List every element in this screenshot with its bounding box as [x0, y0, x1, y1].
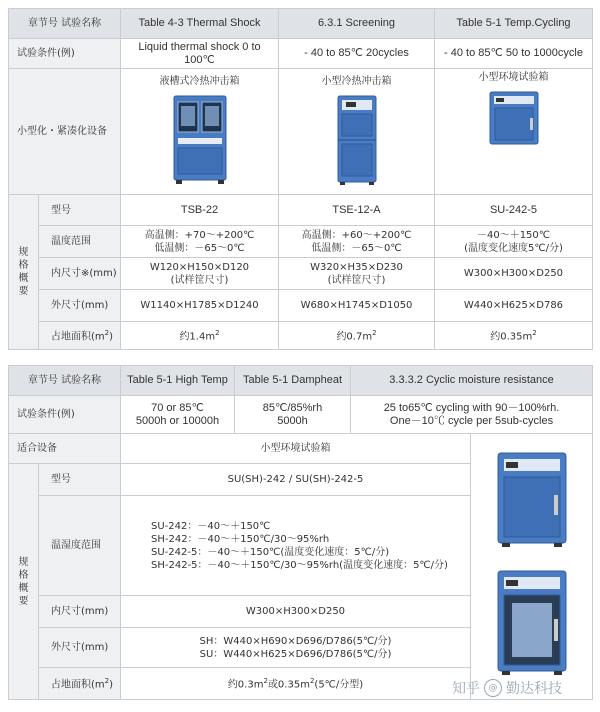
t2-header-col1: Table 5-1 High Temp: [121, 366, 235, 396]
spec-table-2: [8, 365, 593, 700]
t1-inner-col2-line2: (试样筐尺寸): [327, 274, 386, 286]
t2-th-line3: SU-242-5：－40～＋150℃(温度变化速度：5℃/分): [151, 546, 390, 558]
t1-equipment-col2: [279, 69, 435, 195]
t2-temp-humidity-label: 温湿度范围: [39, 496, 121, 596]
t2-th-line4: SH-242-5：－40～＋150℃/30～95%rh(温度变化速度：5℃/分): [151, 559, 448, 571]
t1-temp-col1: [121, 226, 279, 258]
dual-chamber-cabinet-icon: [170, 94, 230, 186]
t2-temp-humidity-value: [121, 496, 471, 596]
zhihu-watermark: [452, 678, 562, 698]
t2-outer-line1: SH：W440×H690×D696/D786(5℃/分): [199, 635, 392, 647]
t1-inner-col1: [121, 258, 279, 290]
t2-th-line2: SH-242：－40～＋150℃/30～95%rh: [151, 533, 330, 545]
t1-temp-col3-line2: (温度变化速度5℃/分): [464, 242, 563, 254]
t2-header-section: 章节号 试验名称: [9, 366, 121, 396]
t1-area-col1: 约$1.4m^2$: [121, 322, 279, 350]
t2-equipment-value: 小型环境试验箱: [121, 434, 471, 464]
t1-temp-label: 温度范围: [39, 226, 121, 258]
t1-temp-col3-line1: －40～＋150℃: [476, 229, 551, 241]
t2-outer-label: 外尺寸(mm): [39, 628, 121, 668]
t1-model-col2: TSE-12-A: [279, 195, 435, 226]
t2-model-value: SU(SH)-242 / SU(SH)-242-5: [121, 464, 471, 496]
t2-area-label: 占地面积$(m^2)$: [39, 668, 121, 700]
t2-cond-col3-line1: 25 to65℃ cycling with 90－100%rh.: [383, 401, 560, 414]
spec-table-1: [8, 8, 593, 350]
t1-temp-col3: [435, 226, 593, 258]
t1-area-col2: 约$0.7m^2$: [279, 322, 435, 350]
t1-conditions-col3: - 40 to 85℃ 50 to 1000cycle: [435, 39, 593, 69]
t1-temp-col1-line2: 低温侧：－65～0℃: [154, 242, 245, 254]
t2-cond-col1-line2: 5000h or 10000h: [135, 414, 220, 427]
t1-equipment-name-3: 小型环境试验箱: [478, 72, 549, 83]
t1-model-col3: SU-242-5: [435, 195, 593, 226]
t2-conditions-col1: [121, 396, 235, 434]
t1-area-label: 占地面积$(m^2)$: [39, 322, 121, 350]
watermark-author: 勤达科技: [506, 681, 562, 697]
t1-inner-col3: W300×H300×D250: [435, 258, 593, 290]
t1-inner-col1-line2: (试样筐尺寸): [170, 274, 229, 286]
t1-model-label: 型号: [39, 195, 121, 226]
t2-spec-side-label: 规格概要: [9, 464, 39, 700]
benchtop-chamber-icon: [492, 449, 572, 553]
t2-conditions-col2: [235, 396, 351, 434]
t1-area-col3: 约$0.35m^2$: [435, 322, 593, 350]
t2-equipment-label: 适合设备: [9, 434, 121, 464]
t1-outer-col3: W440×H625×D786: [435, 290, 593, 322]
t1-equipment-name-1: 液槽式冷热冲击箱: [159, 76, 240, 87]
t1-conditions-label: 试验条件(例): [9, 39, 121, 69]
t1-conditions-col1: Liquid thermal shock 0 to 100℃: [121, 39, 279, 69]
t1-inner-label: 内尺寸※(mm): [39, 258, 121, 290]
t2-cond-col2-line2: 5000h: [277, 414, 308, 427]
t1-temp-col2: [279, 226, 435, 258]
t1-header-col2: 6.3.1 Screening: [279, 9, 435, 39]
t1-header-section: 章节号 试验名称: [9, 9, 121, 39]
t2-outer-line2: SU：W440×H625×D696/D786(5℃/分): [199, 648, 392, 660]
t2-model-label: 型号: [39, 464, 121, 496]
t1-model-col1: TSB-22: [121, 195, 279, 226]
t2-equipment-images: [471, 434, 593, 700]
t1-temp-col1-line1: 高温侧：+70～+200℃: [144, 229, 255, 241]
t2-inner-value: W300×H300×D250: [121, 596, 471, 628]
t1-equipment-col1: [121, 69, 279, 195]
at-icon: @: [484, 679, 502, 697]
t1-inner-col2: [279, 258, 435, 290]
t1-outer-col1: W1140×H1785×D1240: [121, 290, 279, 322]
t1-outer-label: 外尺寸(mm): [39, 290, 121, 322]
t1-equipment-name-2: 小型冷热冲击箱: [321, 76, 392, 87]
t1-equipment-label: 小型化・紧凑化设备: [9, 69, 121, 195]
t1-temp-col2-line1: 高温侧：+60～+200℃: [301, 229, 412, 241]
t1-header-col3: Table 5-1 Temp.Cycling: [435, 9, 593, 39]
t1-conditions-col2: - 40 to 85℃ 20cycles: [279, 39, 435, 69]
t2-cond-col1-line1: 70 or 85℃: [151, 401, 204, 414]
t1-inner-col1-line1: W120×H150×D120: [149, 261, 250, 273]
t2-outer-value: [121, 628, 471, 668]
window-chamber-icon: [492, 567, 572, 681]
t1-inner-col2-line1: W320×H35×D230: [310, 261, 403, 273]
t2-conditions-col3: [351, 396, 593, 434]
t2-inner-label: 内尺寸(mm): [39, 596, 121, 628]
t2-header-col2: Table 5-1 Dampheat: [235, 366, 351, 396]
t1-outer-col2: W680×H1745×D1050: [279, 290, 435, 322]
t2-cond-col2-line1: 85℃/85%rh: [262, 401, 323, 414]
watermark-brand: 知乎: [452, 681, 480, 697]
t1-header-col1: Table 4-3 Thermal Shock: [121, 9, 279, 39]
t1-temp-col2-line2: 低温侧：－65～0℃: [311, 242, 402, 254]
t2-area-value: 约$0.3m^2$或$0.35m^2(5℃/$分型): [121, 668, 471, 700]
t2-th-line1: SU-242：－40～＋150℃: [151, 520, 271, 532]
benchtop-chamber-icon: [486, 90, 542, 148]
t1-equipment-col3: [435, 69, 593, 195]
t2-cond-col3-line2: One－10℃ cycle per 5sub-cycles: [389, 414, 554, 427]
tall-cabinet-icon: [332, 94, 382, 186]
t2-conditions-label: 试验条件(例): [9, 396, 121, 434]
t1-spec-side-label: 规格概要: [9, 195, 39, 350]
t2-header-col3: 3.3.3.2 Cyclic moisture resistance: [351, 366, 593, 396]
